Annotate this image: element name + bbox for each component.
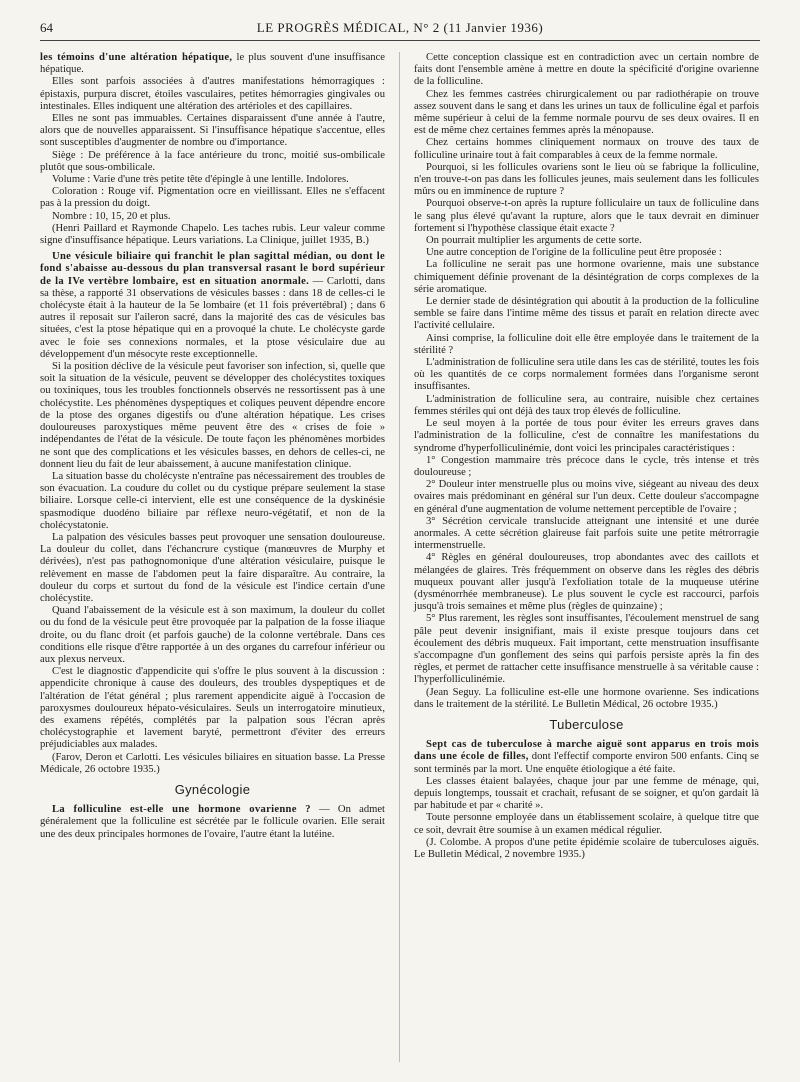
paragraph: Siège : De préférence à la face antérieure du tronc, moitié sus-ombilicale plutôt que sous-ombilicale. [40, 149, 385, 173]
list-item: 2° Douleur inter menstruelle plus ou moins vive, siégeant au niveau des deux ovaires mais prédominant en général sur l'un deux. Cette douleur s'accompagne en général d'une augmentation de volume nettement perceptible de l'ovaire ; [414, 479, 759, 515]
paragraph: L'administration de folliculine sera, au contraire, nuisible chez certaines femmes stériles qui ont déjà des taux trop élevés de folliculine. [414, 393, 759, 417]
section-heading-gynecologie: Gynécologie [174, 781, 251, 797]
paragraph: Si la position déclive de la vésicule peut favoriser son infection, si, quelle que soit la situation de la vésicule, peuvent se développer des cholécystites toxiques ou toxiniques, tous les troubles fonctionnels observés ne ressortissent pas à une cholécystite. Les phénomènes dyspeptiques et coliques peuvent dépendre encore de la ptose des organes digestifs ou d'une altération hépatique. Les crises douloureuses paroxystiques même peuvent être des « crises de foie » indépendantes de l'état de la vésicule. De toute façon les phénomènes morbides ne sont que des complications et les vésicules basses, en dehors de celles-ci, ne donnent lieu du fait de leur abaissement, à aucune manifestation clinique. [40, 361, 385, 470]
section-heading-tuberculose: Tuberculose [549, 716, 624, 732]
list-item: 5° Plus rarement, les règles sont insuffisantes, l'écoulement menstruel de sang pâle peut devenir insignifiant, mais il existe presque toujours dans cet écoulement des débris muqueux. Fait important, cette menstruation insuffisante s'accompagne d'un gonflement des seins qui parfois persiste après la fin des règles, et permet de rattacher cette insuffisance menstruelle à sa véritable cause : l'hyperfolliculinémie. [414, 613, 759, 686]
paragraph [40, 251, 385, 361]
paragraph-lead: La folliculine est-elle une hormone ovarienne ? [52, 804, 311, 816]
paragraph: La situation basse du cholécyste n'entraîne pas nécessairement des troubles de son évacuation. La coudure du collet ou du cystique prépare seulement la stase biliaire. Lorsque celle-ci intervient, elle est une conséquence de la dyskinésie spasmodique duodéno biliaire par réflexe neuro-végétatif, et non de la cholécystatonie. [40, 470, 385, 531]
paragraph: Volume : Varie d'une très petite tête d'épingle à une lentille. Indolores. [52, 174, 349, 186]
paragraph [414, 739, 759, 776]
paragraph: Une autre conception de l'origine de la folliculine peut être proposée : [426, 247, 722, 259]
paragraph: Pourquoi, si les follicules ovariens sont le lieu où se fabrique la folliculine, n'en trouve-t-on pas dans les follicules jeunes, mais seulement dans les follicules mûrs ou en imminence de rupture ? [414, 161, 759, 198]
paragraph: La palpation des vésicules basses peut provoquer une sensation douloureuse. La douleur du collet, dans l'échancrure cystique (manœuvres de Murphy et dérivées), n'est pas pathognomonique d'une altération vésiculaire, puisque le relèvement en masse de l'abdomen peut la faire disparaître. Au contraire, la douleur du corps et surtout du fond de la vésicule est l'indice certain d'une cholécystite. [40, 531, 385, 604]
paragraph: Le dernier stade de désintégration qui aboutit à la production de la folliculine semble se faire dans l'intime même des tissus et paraît en relation directe avec l'activité cellulaire. [414, 296, 759, 332]
page-header [40, 20, 760, 41]
paragraph: C'est le diagnostic d'appendicite qui s'offre le plus souvent à la discussion : appendicite chronique à cause des douleurs, des troubles dyspeptiques et de l'altération de l'état général ; plus rarement appendicite aiguë à l'occasion de paroxysmes douloureux hépato-vésiculaires. Seuls un interrogatoire minutieux, des examens répétés, complétés par la palpation sous l'écran après cholécystographie et lavement baryté, permettront d'éviter des erreurs préjudiciables aux malades. [40, 666, 385, 751]
citation: (Farov, Deron et Carlotti. Les vésicules biliaires en situation basse. La Presse Médicale, 26 octobre 1935.) [40, 751, 385, 775]
paragraph: Chez certains hommes cliniquement normaux on trouve des taux de folliculine urinaire tout à fait comparables à ceux de la femme normale. [414, 137, 759, 161]
paragraph: Le seul moyen à la portée de tous pour éviter les erreurs graves dans l'administration de la folliculine, c'est de connaître les manifestations du syndrome d'hyperfolliculinémie, dont voici les principales caractéristiques : [414, 418, 759, 454]
paragraph: Chez les femmes castrées chirurgicalement ou par radiothérapie on trouve assez souvent dans le sang et dans les urines un taux de folliculine égal et parfois même supérieur à celui de la femme normale pourvu de ses deux ovaires. Il en est de même chez certaines femmes après la ménopause. [414, 88, 759, 137]
paragraph: Ainsi comprise, la folliculine doit elle être employée dans le traitement de la stérilité ? [414, 332, 759, 356]
paragraph [40, 804, 385, 841]
paragraph: Elles sont parfois associées à d'autres manifestations hémorragiques : épistaxis, purpura discret, étoiles vasculaires, petites hémorragies gingivales ou intestinales. Elles indiquent une altération des artérioles et des capillaires. [40, 76, 385, 112]
paragraph: Pourquoi observe-t-on après la rupture folliculaire un taux de folliculine dans le sang plus élevé qu'avant la rupture, alors que le taux devrait en diminuer fortement si l'hypothèse classique était exacte ? [414, 198, 759, 234]
page-number: 64 [40, 20, 53, 35]
paragraph-text: le plus souvent d'une insuffisance hépatique. [40, 52, 385, 76]
list-item: 3° Sécrétion cervicale translucide atteignant une intensité et une durée anormales. A cette sécrétion glaireuse fait parfois suite une petite métrorragie intermenstruelle. [414, 515, 759, 552]
paragraph: L'administration de folliculine sera utile dans les cas de stérilité, toutes les fois où les quantités de ce corps normalement formées dans l'organisme seront insuffisantes. [414, 357, 759, 393]
paragraph: Nombre : 10, 15, 20 et plus. [52, 210, 171, 222]
paragraph-lead: les témoins d'une altération hépatique, [40, 52, 233, 63]
paragraph: Les classes étaient balayées, chaque jour par une femme de ménage, qui, depuis longtemps, toussait et crachait, refusant de se soigner, et qu'on gardait là par habitude et par « charité ». [414, 775, 759, 812]
paragraph: Quand l'abaissement de la vésicule est à son maximum, la douleur du collet ou du fond de la vésicule peut être provoquée par la palpation de la fosse iliaque droite, ou du flanc droit (et parfois gauche) de la colonne vertébrale. Dans ces conditions elle risque d'être rapportée à un des organes du carrefour inférieur ou aux plexus nerveux. [40, 605, 385, 665]
citation: (Henri Paillard et Raymonde Chapelo. Les taches rubis. Leur valeur comme signe d'insuffisance hépatique. Leurs variations. La Clinique, juillet 1935, B.) [40, 222, 385, 247]
paragraph: Cette conception classique est en contradiction avec un certain nombre de faits dont l'ensemble amène à mettre en doute la spécificité d'origine ovarienne de la folliculine. [414, 52, 759, 88]
paragraph [40, 52, 385, 76]
paragraph-text: — Carlotti, dans sa thèse, a rapporté 31 observations de vésicules basses : dans 18 de celles-ci le cholécyste était à la hauteur de la 5e lombaire (et 11 fois prévertébral) ; dans 6 autres il reposait sur l'aileron sacré, dans la majorité des cas de vésicules bas situées, c'est la ptose hépatique qui en a provoqué la chute. Le cholécyste garde avec le foie ses connexions normales, et la ptose vésiculaire due au développement d'un mésocyte reste exceptionnelle. [40, 275, 385, 360]
paragraph-text: dont l'effectif comporte environ 500 enfants. Cinq se sont terminés par la mort. Une enquête étiologique a été faite. [414, 751, 759, 775]
paragraph: La folliculine ne serait pas une hormone ovarienne, mais une substance chimiquement définie provenant de la désintégration de corps complexes de la série aromatique. [414, 259, 759, 295]
paragraph: Coloration : Rouge vif. Pigmentation ocre en vieillissant. Elles ne s'effacent pas à la pression du doigt. [40, 186, 385, 210]
paragraph-lead: Une vésicule biliaire qui franchit le plan sagittal médian, ou dont le fond s'abaisse au-dessous du plan transversal rasant le bord supérieur de la IVe vertèbre lombaire, est en situation anormale. [40, 251, 385, 287]
citation: (Jean Seguy. La folliculine est-elle une hormone ovarienne. Ses indications dans le traitement de la stérilité. Le Bulletin Médical, 26 octobre 1935.) [414, 686, 759, 710]
running-title: LE PROGRÈS MÉDICAL, N° 2 (11 Janvier 1936) [256, 20, 544, 35]
paragraph: On pourrait multiplier les arguments de cette sorte. [426, 235, 642, 247]
list-item: 4° Règles en général douloureuses, trop abondantes avec des caillots et mélangées de glaires. Très fréquemment on observe dans les règles des débris muqueux pouvant aller jusqu'à l'exfoliation totale de la muqueuse utérine (dysménorrhée membraneuse). Le plus souvent le cycle est raccourci, parfois jusqu'à trois semaines et même plus (règles de quinzaine) ; [414, 552, 759, 613]
paragraph: Elles ne sont pas immuables. Certaines disparaissent d'une année à l'autre, alors que de nouvelles apparaissent. Si l'insuffisance hépatique s'accentue, elles sont susceptibles d'augmenter de nombre ou d'importance. [40, 113, 385, 149]
list-item: 1° Congestion mammaire très précoce dans le cycle, très intense et très douloureuse ; [414, 454, 759, 478]
paragraph-text: — On admet généralement que la folliculine est sécrétée par le follicule ovarien. Elle serait une des deux principales hormones de l'ovaire, l'autre étant la lutéine. [40, 804, 385, 840]
citation: (J. Colombe. A propos d'une petite épidémie scolaire de tuberculoses aiguës. Le Bulletin Médical, 2 novembre 1935.) [414, 836, 759, 860]
paragraph: Toute personne employée dans un établissement scolaire, à quelque titre que ce soit, devrait être soumise à un examen médical régulier. [414, 812, 759, 836]
paragraph-lead: Sept cas de tuberculose à marche aiguë sont apparus en trois mois dans une école de filles, [414, 739, 759, 763]
left-column [40, 52, 385, 841]
right-column [414, 52, 759, 861]
column-divider [399, 52, 400, 1062]
